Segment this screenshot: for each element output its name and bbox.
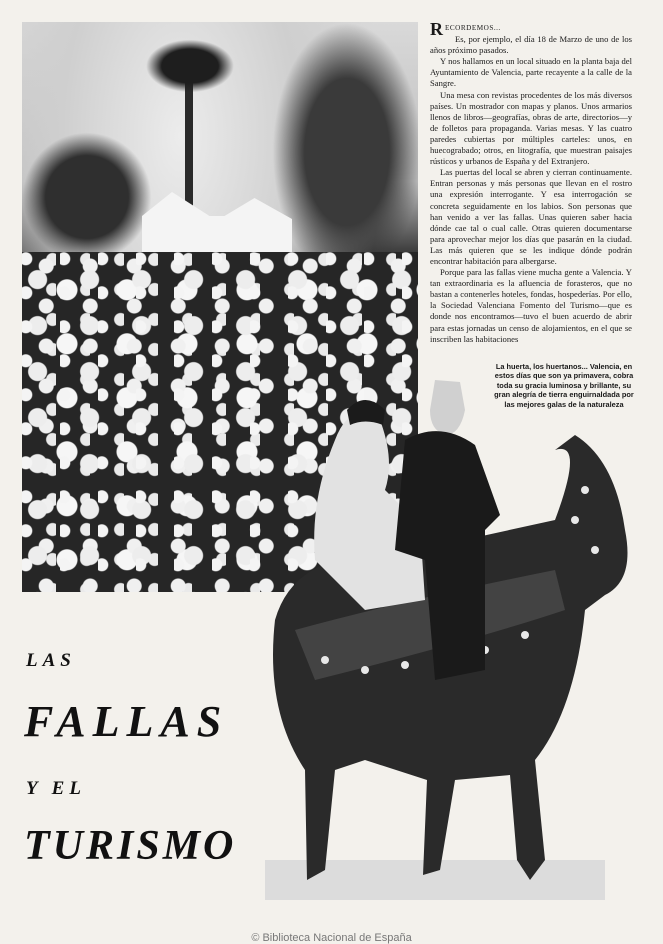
lead-smallcaps: ECORDEMOS... bbox=[445, 24, 501, 32]
woman-hair bbox=[347, 400, 385, 425]
photo-farmhouse bbox=[142, 192, 292, 252]
photo-tree-left bbox=[22, 132, 152, 262]
article-paragraph: Es, por ejemplo, el día 18 de Marzo de uno de los años próximo pasados. bbox=[430, 34, 632, 56]
title-line-las: LAS bbox=[26, 650, 76, 671]
article-text bbox=[430, 19, 632, 345]
article-paragraph: Las puertas del local se abren y cierran continuamente. Entran personas y más personas que llevan en el rostro una expresión interrogante. Y esa interrogación se concreta seguidamente en los labios. Son personas que han venido a ver las fallas. Unas quieren saber hacia dónde cae tal o cual calle. Otras quieren documentarse para aprovechar mejor los días que pasarán en la ciudad. Las más quieren que se les indique dónde podrán encontrar habitación para albergarse. bbox=[430, 167, 632, 266]
photo-palm-crown bbox=[140, 36, 240, 96]
title-line-fallas: FALLAS bbox=[24, 697, 229, 746]
photo-tree-right bbox=[272, 22, 418, 282]
photo-caption: La huerta, los huertanos... Valencia, en estos días que son ya primavera, cobra toda su gracia luminosa y brillante, su gran alegría de tierra enguirnaldada por las mejores galas de la naturaleza bbox=[494, 362, 634, 409]
article-paragraph: Una mesa con revistas procedentes de los más diversos países. Un mostrador con mapas y planos. Unos armarios llenos de libros—geografías, obras de arte, directorios—y de folletos para propaganda. Varias mesas. Y las cuatro paredes cubiertas por múltiples carteles: unos, en huecograbado; otros, en litografía, que muestran paisajes rústicos y urbanos de España y del Extranjero. bbox=[430, 89, 632, 167]
library-watermark: © Biblioteca Nacional de España bbox=[251, 932, 412, 944]
rider-on-horse-photo bbox=[255, 380, 645, 910]
article-paragraph: Y nos hallamos en un local situado en la planta baja del Ayuntamiento de Valencia, parte recayente a la calle de la Sangre. bbox=[430, 56, 632, 89]
title-line-y-el: Y EL bbox=[26, 778, 86, 799]
title-line-turismo: TURISMO bbox=[24, 823, 237, 869]
article-paragraph: Porque para las fallas viene mucha gente a Valencia. Y tan extraordinaria es la afluencia de forasteros, que no bastan a contenerles hoteles, fondas, hospederías. Por ello, la Sociedad Valenciana Fomento del Turismo—que es donde nos encontramos—tuvo el buen acuerdo de abrir para estas jornadas un censo de alojamientos, en el que se inscriben las habitaciones bbox=[430, 267, 632, 344]
article-paragraph-lead bbox=[430, 19, 632, 39]
man-head bbox=[430, 380, 465, 435]
drop-cap: R bbox=[430, 19, 443, 39]
